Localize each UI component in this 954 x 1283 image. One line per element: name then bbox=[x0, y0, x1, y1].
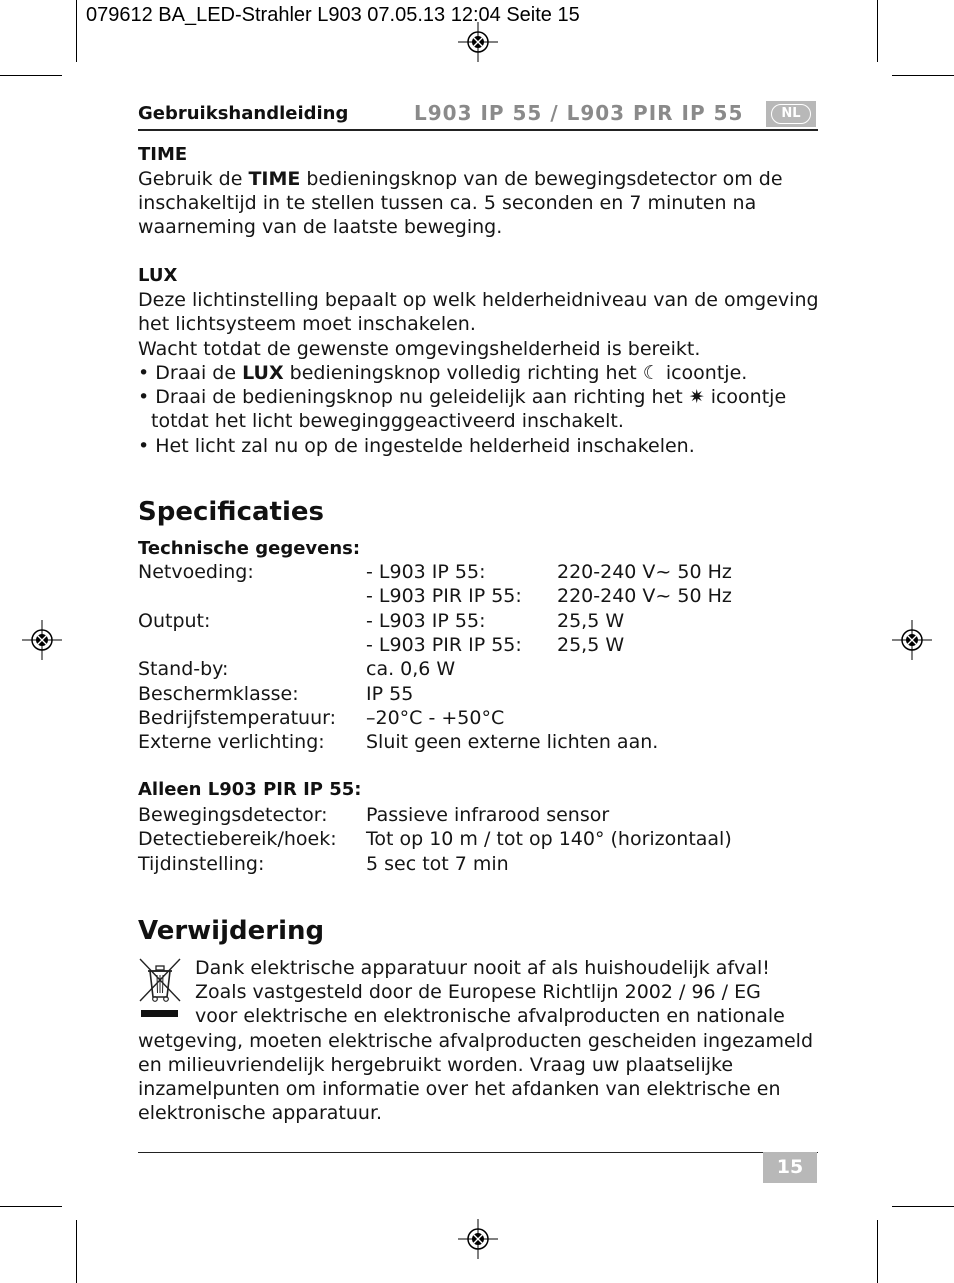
registration-mark-icon bbox=[458, 22, 498, 62]
spec-value: Sluit geen externe lichten aan. bbox=[366, 731, 659, 754]
time-line-2: inschakeltijd in te stellen tussen ca. 5 seconden en 7 minuten na bbox=[138, 192, 757, 214]
lux-bullet-1: • Draai de LUX bedieningsknop volledig richting het ☾ icoontje. bbox=[138, 362, 748, 384]
pir-value: Passieve infrarood sensor bbox=[366, 804, 610, 826]
disposal-line-6: inzamelpunten om informatie over het afdanken van elektrische en bbox=[138, 1078, 781, 1100]
spec-value: IP 55 bbox=[366, 682, 414, 705]
specs-heading: Specificaties bbox=[138, 497, 324, 527]
disposal-line-3: voor elektrische en elektronische afvalproducten en nationale bbox=[195, 1005, 785, 1027]
lux-line-2: het lichtsysteem moet inschakelen. bbox=[138, 313, 476, 335]
footer-divider bbox=[138, 1152, 818, 1153]
spec-detail: 25,5 W bbox=[557, 633, 625, 656]
spec-value: - L903 PIR IP 55: bbox=[366, 585, 522, 608]
disposal-line-7: elektronische apparatuur. bbox=[138, 1102, 383, 1124]
pir-label: Detectiebereik/hoek: bbox=[138, 828, 337, 851]
lux-line-3: Wacht totdat de gewenste omgevingshelderheid is bereikt. bbox=[138, 338, 701, 360]
language-code: NL bbox=[771, 104, 811, 124]
spec-value: - L903 IP 55: bbox=[366, 561, 486, 583]
crop-mark bbox=[76, 1220, 77, 1283]
disposal-line-2: Zoals vastgesteld door de Europese Richtlijn 2002 / 96 / EG bbox=[195, 981, 761, 1003]
model-name: L903 IP 55 / L903 PIR IP 55 bbox=[414, 101, 744, 125]
crop-mark bbox=[76, 0, 77, 62]
registration-mark-icon bbox=[22, 620, 62, 660]
time-line-3: waarneming van de laatste beweging. bbox=[138, 216, 503, 238]
spec-value: –20°C - +50°C bbox=[366, 706, 505, 729]
disposal-heading: Verwijdering bbox=[138, 916, 325, 946]
pir-value: Tot op 10 m / tot op 140° (horizontaal) bbox=[366, 828, 732, 851]
spec-detail: 220-240 V~ 50 Hz bbox=[557, 585, 732, 608]
specs-subheading: Technische gegevens: bbox=[138, 538, 361, 559]
page-number: 15 bbox=[763, 1152, 817, 1183]
spec-value: ca. 0,6 W bbox=[366, 658, 456, 681]
crop-mark bbox=[877, 1220, 878, 1283]
pir-label: Tijdinstelling: bbox=[138, 852, 265, 875]
spec-label: Netvoeding: bbox=[138, 561, 254, 583]
disposal-line-4: wetgeving, moeten elektrische afvalproducten gescheiden ingezameld bbox=[138, 1030, 814, 1052]
lux-bullet-3: • Het licht zal nu op de ingestelde helderheid inschakelen. bbox=[138, 435, 695, 457]
spec-label: Bedrijfstemperatuur: bbox=[138, 706, 337, 729]
crossed-bin-icon bbox=[138, 957, 182, 1023]
spec-label: Output: bbox=[138, 609, 211, 632]
spec-detail: 25,5 W bbox=[557, 609, 625, 632]
registration-mark-icon bbox=[458, 1219, 498, 1259]
moon-icon: ☾ bbox=[642, 362, 660, 384]
crop-mark bbox=[0, 1206, 62, 1207]
lux-bullet-2-cont: totdat het licht bewegingggeactiveerd inschakelt. bbox=[151, 410, 624, 432]
time-heading: TIME bbox=[138, 144, 188, 165]
manual-title: Gebruikshandleiding bbox=[138, 103, 349, 124]
spec-label: Externe verlichting: bbox=[138, 731, 325, 754]
crop-mark bbox=[0, 75, 62, 76]
spec-value: - L903 PIR IP 55: bbox=[366, 633, 522, 656]
crop-mark bbox=[877, 0, 878, 62]
language-badge bbox=[766, 101, 816, 127]
crop-mark bbox=[892, 1206, 954, 1207]
time-line-1: Gebruik de TIME bedieningsknop van de bewegingsdetector om de bbox=[138, 168, 783, 190]
disposal-line-5: en milieuvriendelijk hergebruikt worden. Vraag uw plaatselijke bbox=[138, 1054, 734, 1076]
spec-label: Stand-by: bbox=[138, 658, 229, 681]
lux-heading: LUX bbox=[138, 265, 178, 286]
pir-label: Bewegingsdetector: bbox=[138, 804, 328, 826]
header-divider bbox=[138, 129, 818, 131]
pir-heading: Alleen L903 PIR IP 55: bbox=[138, 779, 362, 800]
pir-value: 5 sec tot 7 min bbox=[366, 852, 509, 875]
lux-line-1: Deze lichtinstelling bepaalt op welk helderheidniveau van de omgeving bbox=[138, 289, 819, 311]
print-slug: 079612 BA_LED-Strahler L903 07.05.13 12:04 Seite 15 bbox=[86, 4, 580, 26]
sun-icon: ✷ bbox=[688, 386, 705, 408]
registration-mark-icon bbox=[892, 620, 932, 660]
crop-mark bbox=[892, 75, 954, 76]
lux-bullet-2: • Draai de bedieningsknop nu geleidelijk aan richting het ✷ icoontje bbox=[138, 386, 787, 408]
spec-detail: 220-240 V~ 50 Hz bbox=[557, 561, 732, 583]
spec-label: Beschermklasse: bbox=[138, 682, 299, 705]
spec-value: - L903 IP 55: bbox=[366, 609, 486, 632]
disposal-line-1: Dank elektrische apparatuur nooit af als huishoudelijk afval! bbox=[195, 957, 770, 979]
